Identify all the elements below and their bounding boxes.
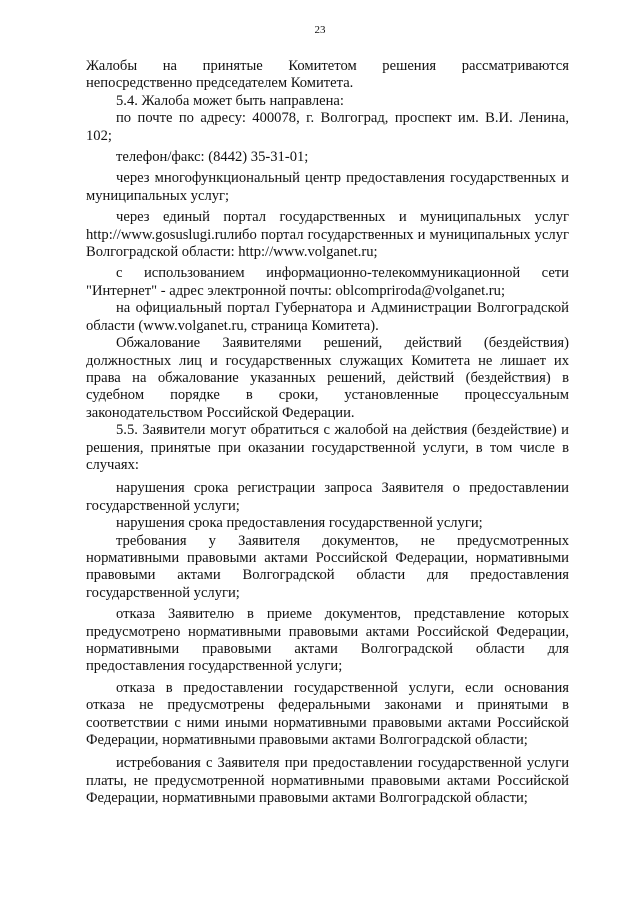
paragraph-5-4-heading: 5.4. Жалоба может быть направлена:	[116, 92, 344, 109]
paragraph-postal-address: по почте по адресу: 400078, г. Волгоград, проспект им. В.И. Ленина, 102;	[86, 110, 569, 144]
paragraph-phone-fax: телефон/факс: (8442) 35-31-01;	[116, 149, 309, 166]
list-item-document-refusal: отказа Заявителю в приеме документов, представление которых предусмотрено нормативными правовыми актами Российской Федерации, нормативными правовыми актами Волгоградской области для предоставления государственной услуги;	[86, 606, 569, 675]
document-body	[86, 58, 569, 808]
list-item-extra-documents: требования у Заявителя документов, не предусмотренных нормативными правовыми актами Российской Федерации, нормативными правовыми актами Волгоградской области для предоставления государственной услуги;	[86, 532, 569, 601]
list-item-unlawful-fee: истребования с Заявителя при предоставлении государственной услуги платы, не предусмотренной нормативными правовыми актами Российской Федерации, нормативными правовыми актами Волгоградской области;	[86, 755, 569, 807]
list-item-registration-violation: нарушения срока регистрации запроса Заявителя о предоставлении государственной услуги;	[86, 480, 569, 514]
paragraph-official-portal: на официальный портал Губернатора и Администрации Волгоградской области (www.volganet.ru, страница Комитета).	[86, 300, 569, 334]
list-item-service-refusal: отказа в предоставлении государственной услуги, если основания отказа не предусмотрены федеральными законами и принятыми в соответствии с ними иными нормативными правовыми актами Российской Федерации, нормативными правовыми актами Волгоградской области;	[86, 679, 569, 749]
page-number: 23	[314, 24, 326, 36]
paragraph-complaint-review: Жалобы на принятые Комитетом решения рассматриваются непосредственно председателем Комитета.	[86, 58, 569, 92]
paragraph-gosuslugi-portal: через единый портал государственных и муниципальных услуг http://www.gosuslugi.ruлибо портал государственных и муниципальных услуг Волгоградской области: http://www.volganet.ru;	[86, 209, 569, 261]
paragraph-5-5-heading: 5.5. Заявители могут обратиться с жалобой на действия (бездействие) и решения, принятые при оказании государственной услуги, в том числе в случаях:	[86, 422, 569, 473]
paragraph-internet-email: с использованием информационно-телекоммуникационной сети "Интернет" - адрес электронной почты: oblcomprіroda@volganet.ru;	[86, 265, 569, 299]
paragraph-mfc: через многофункциональный центр предоставления государственных и муниципальных услуг;	[86, 170, 569, 204]
paragraph-appeal-rights: Обжалование Заявителями решений, действий (бездействия) должностных лиц и государственных служащих Комитета не лишает их права на обжалование указанных решений, действий (бездействия) в судебном порядке в сроки, установленные процессуальным законодательством Российской Федерации.	[86, 335, 569, 421]
list-item-deadline-violation: нарушения срока предоставления государственной услуги;	[116, 515, 483, 532]
